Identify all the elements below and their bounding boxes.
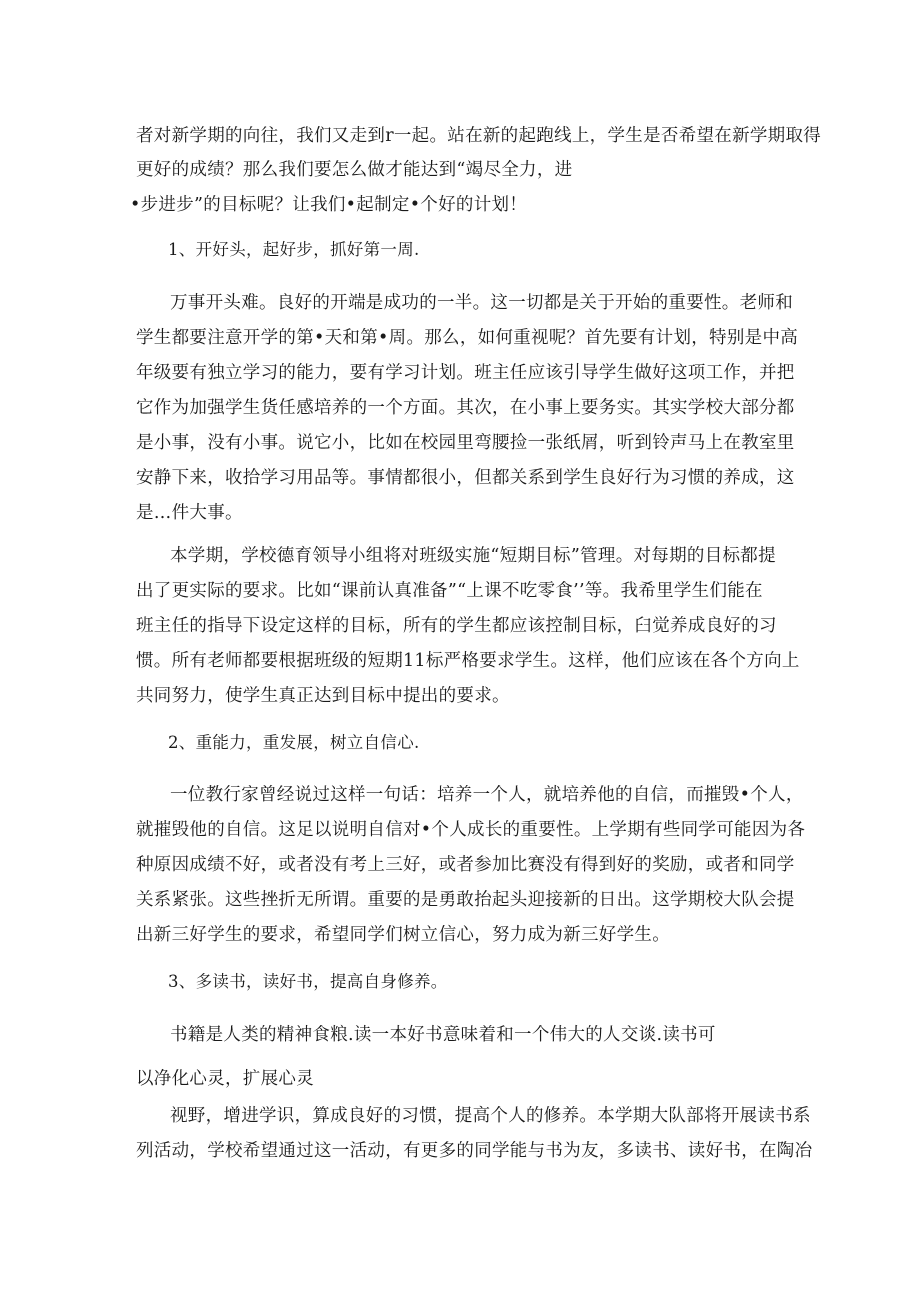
section-1-para-1-line-7: 是…件大事。 xyxy=(136,503,243,523)
section-1-para-2-line-3: 班主任的指导下设定这样的目标，所有的学生都应该控制目标，臼觉养成良好的习 xyxy=(136,616,777,636)
section-3-para-2-line-1: 视野，增进学识，算成良好的习惯，提高个人的修养。本学期大队部将开展读书系 xyxy=(170,1106,811,1126)
section-2-heading: 2、重能力，重发展，树立自信心. xyxy=(168,733,420,752)
section-1-para-1-line-6: 安静下来，收拾学习用品等。事情都很小，但都关系到学生良好行为习惯的养成，这 xyxy=(136,468,795,488)
section-3-para-2-line-2: 列活动，学校希望通过这一活动，有更多的同学能与书为友，多读书、读好书，在陶冶 xyxy=(136,1141,813,1161)
section-2-para-1-line-3: 种原因成绩不好，或者没有考上三好，或者参加比赛没有得到好的奖励，或者和同学 xyxy=(136,855,795,875)
section-2-para-1-line-5: 出新三好学生的要求，希望同学们树立信心，努力成为新三好学生。 xyxy=(136,925,670,945)
section-2-para-1-line-4: 关系紧张。这些挫折无所谓。重要的是勇敢抬起头迎接新的日出。这学期校大队会提 xyxy=(136,890,795,910)
section-1-para-2-line-2: 出了更实际的要求。比如“课前认真准备”“上课不吃零食’’等。我希里学生们能在 xyxy=(136,581,763,601)
intro-line-3: •步进步”的目标呢？让我们•起制定•个好的计划！ xyxy=(130,195,528,215)
section-1-para-1-line-1: 万事开头难。良好的开端是成功的一半。这一切都是关于开始的重要性。老师和 xyxy=(170,293,793,313)
section-3-heading: 3、多读书，读好书，提高自身修养。 xyxy=(168,972,448,991)
section-3-para-1-line-1: 书籍是人类的精神食粮.读一本好书意味着和一个伟大的人交谈.读书可 xyxy=(170,1025,716,1045)
section-3-para-1-line-2: 以净化心灵，扩展心灵 xyxy=(136,1069,314,1089)
section-1-para-1-line-3: 年级要有独立学习的能力，要有学习计划。班主任应该引导学生做好这项工作，并把 xyxy=(136,363,795,383)
section-2-para-1-line-1: 一位教行家曾经说过这样一句话：培养一个人，就培养他的自信，而摧毁•个人， xyxy=(170,785,804,805)
section-2-para-1-line-2: 就摧毁他的自信。这足以说明自信对•个人成长的重要性。上学期有些同学可能因为各 xyxy=(136,820,806,840)
section-1-para-1-line-4: 它作为加强学生货任感培养的一个方面。其次，在小事上要务实。其实学校大部分都 xyxy=(136,398,795,418)
section-1-para-2-line-1: 本学期，学校德育领导小组将对班级实施“短期目标”管理。对每期的目标都提 xyxy=(170,546,776,566)
intro-line-2: 更好的成绩？那么我们要怎么做才能达到“竭尽全力，进 xyxy=(136,160,573,180)
intro-line-1: 者对新学期的向往，我们又走到r一起。站在新的起跑线上，学生是否希望在新学期取得 xyxy=(136,126,822,146)
section-1-para-2-line-4: 惯。所有老师都要根据班级的短期11标严格要求学生。这样，他们应该在各个方向上 xyxy=(136,651,800,671)
section-1-heading: 1、开好头，起好步，抓好第一周. xyxy=(168,240,420,259)
section-1-para-1-line-5: 是小事，没有小事。说它小，比如在校园里弯腰捡一张纸屑，听到铃声马上在教室里 xyxy=(136,433,795,453)
section-1-para-1-line-2: 学生都要注意开学的第•天和第•周。那么，如何重视呢？首先要有计划，特别是中高 xyxy=(136,328,799,348)
section-1-para-2-line-5: 共同努力，使学生真正达到目标中提出的要求。 xyxy=(136,686,510,706)
